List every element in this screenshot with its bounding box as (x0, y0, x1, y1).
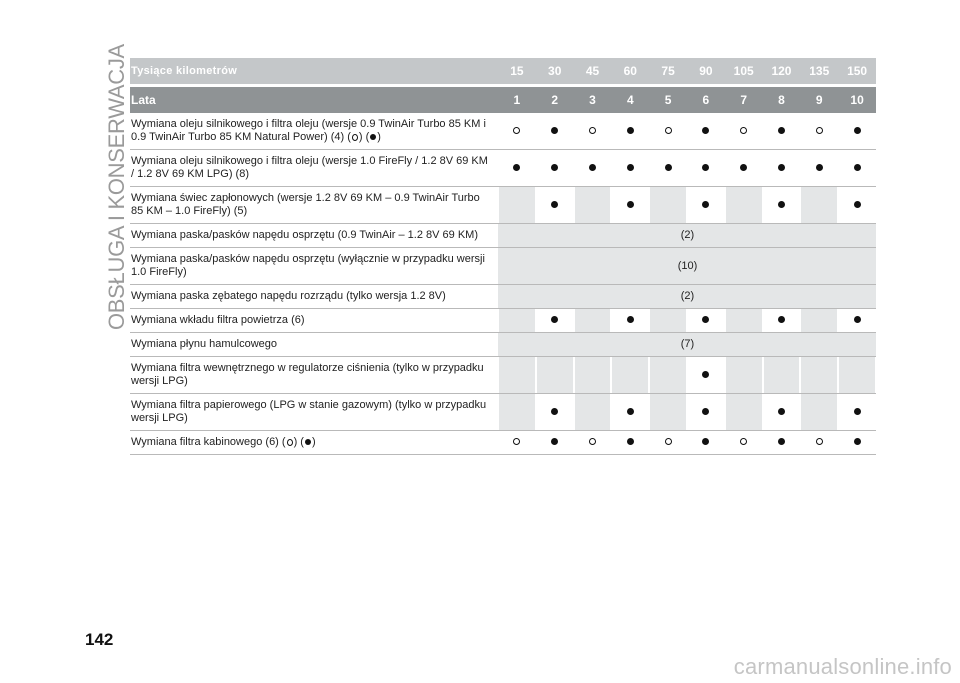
page-number: 142 (85, 630, 114, 649)
schedule-cell (800, 357, 838, 394)
header-km-cell: 60 (611, 58, 649, 87)
schedule-cell (800, 431, 838, 455)
header-year-cell: 9 (800, 87, 838, 113)
header-km-cell: 150 (838, 58, 876, 87)
legend-symbols: ( ) ( ) (281, 436, 316, 448)
schedule-cell (800, 113, 838, 150)
task-description (130, 150, 498, 187)
schedule-cell (611, 150, 649, 187)
schedule-cell (725, 394, 763, 431)
schedule-cell (725, 309, 763, 333)
schedule-cell (498, 309, 536, 333)
schedule-cell (536, 113, 574, 150)
schedule-cell (763, 431, 801, 455)
schedule-cell (763, 357, 801, 394)
hollow-circle-icon (740, 438, 747, 445)
task-text: Wymiana paska/pasków napędu osprzętu (wyłącznie w przypadku wersji 1.0 FireFly) (131, 253, 485, 278)
table-row (130, 431, 876, 455)
schedule-cell (763, 187, 801, 224)
task-description (130, 431, 498, 455)
filled-circle-icon (778, 408, 785, 415)
filled-circle-icon (854, 164, 861, 171)
filled-circle-icon (854, 438, 861, 445)
filled-circle-icon (854, 201, 861, 208)
schedule-cell (763, 309, 801, 333)
schedule-cell (800, 394, 838, 431)
schedule-cell (536, 357, 574, 394)
filled-circle-icon (702, 371, 709, 378)
watermark: carmanualsonline.info (733, 654, 952, 679)
task-text: Wymiana filtra papierowego (LPG w stanie gazowym) (tylko w przypadku wersji LPG) (131, 399, 487, 424)
schedule-cell (649, 113, 687, 150)
schedule-cell (574, 309, 612, 333)
filled-circle-icon (702, 127, 709, 134)
filled-circle-icon (665, 164, 672, 171)
table-row (130, 394, 876, 431)
table-row (130, 224, 876, 248)
filled-circle-icon (816, 164, 823, 171)
schedule-cell (574, 150, 612, 187)
header-km-cell: 105 (725, 58, 763, 87)
header-year-cell: 5 (649, 87, 687, 113)
task-description (130, 285, 498, 309)
filled-circle-icon (551, 164, 558, 171)
filled-circle-icon (740, 164, 747, 171)
header-km-cell: 75 (649, 58, 687, 87)
schedule-cell (649, 187, 687, 224)
header-km-cell: 45 (574, 58, 612, 87)
schedule-cell (536, 394, 574, 431)
hollow-circle-icon (513, 438, 520, 445)
filled-circle-icon (702, 164, 709, 171)
schedule-cell (763, 113, 801, 150)
schedule-cell (725, 187, 763, 224)
table-row (130, 248, 876, 285)
task-text: Wymiana filtra kabinowego (6) (131, 436, 282, 448)
schedule-cell (687, 150, 725, 187)
schedule-cell (725, 357, 763, 394)
schedule-cell (687, 357, 725, 394)
header-year-cell: 2 (536, 87, 574, 113)
filled-circle-icon (627, 316, 634, 323)
table-row (130, 150, 876, 187)
schedule-cell (838, 431, 876, 455)
schedule-cell (687, 309, 725, 333)
filled-circle-icon (551, 316, 558, 323)
filled-circle-icon (702, 438, 709, 445)
task-description (130, 333, 498, 357)
schedule-cell (574, 113, 612, 150)
filled-circle-icon (551, 438, 558, 445)
schedule-cell (649, 357, 687, 394)
filled-circle-icon (513, 164, 520, 171)
interval-note: (2) (498, 285, 876, 309)
schedule-cell (649, 309, 687, 333)
schedule-cell (838, 394, 876, 431)
filled-circle-icon (854, 408, 861, 415)
interval-note: (7) (498, 333, 876, 357)
schedule-cell (611, 431, 649, 455)
schedule-cell (611, 187, 649, 224)
schedule-cell (574, 187, 612, 224)
hollow-circle-icon (513, 127, 520, 134)
schedule-cell (649, 394, 687, 431)
filled-circle-icon (778, 201, 785, 208)
schedule-cell (838, 113, 876, 150)
hollow-circle-icon (287, 439, 293, 446)
schedule-cell (611, 309, 649, 333)
filled-circle-icon (702, 201, 709, 208)
header-row-kilometers (130, 58, 876, 87)
schedule-cell (611, 357, 649, 394)
header-year-cell: 4 (611, 87, 649, 113)
task-description (130, 309, 498, 333)
schedule-cell (763, 394, 801, 431)
header-year-label: Lata (130, 87, 498, 113)
schedule-cell (800, 150, 838, 187)
schedule-cell (687, 431, 725, 455)
filled-circle-icon (305, 439, 311, 445)
schedule-cell (649, 431, 687, 455)
table-row (130, 333, 876, 357)
schedule-cell (649, 150, 687, 187)
schedule-cell (574, 394, 612, 431)
interval-note: (2) (498, 224, 876, 248)
filled-circle-icon (778, 438, 785, 445)
schedule-cell (498, 431, 536, 455)
filled-circle-icon (589, 164, 596, 171)
filled-circle-icon (854, 316, 861, 323)
schedule-cell (725, 431, 763, 455)
schedule-cell (498, 113, 536, 150)
task-text: Wymiana oleju silnikowego i filtra oleju (wersje 0.9 TwinAir Turbo 85 KM i 0.9 TwinAir Turbo 85 KM Natural Power) (4) (131, 118, 486, 143)
task-text: Wymiana paska zębatego napędu rozrządu (tylko wersja 1.2 8V) (131, 290, 446, 302)
task-description (130, 187, 498, 224)
schedule-cell (725, 150, 763, 187)
task-text: Wymiana filtra wewnętrznego w regulatorze ciśnienia (tylko w przypadku wersji LPG) (131, 362, 484, 387)
schedule-cell (536, 187, 574, 224)
filled-circle-icon (370, 134, 376, 140)
task-description (130, 357, 498, 394)
schedule-cell (800, 187, 838, 224)
filled-circle-icon (702, 408, 709, 415)
task-text: Wymiana oleju silnikowego i filtra oleju (wersje 1.0 FireFly / 1.2 8V 69 KM / 1.2 8V 69 KM LPG) (8) (131, 155, 488, 180)
task-description (130, 248, 498, 285)
header-year-cell: 7 (725, 87, 763, 113)
schedule-cell (611, 113, 649, 150)
section-title-text: OBSŁUGA I KONSERWACJA (104, 44, 129, 330)
table-row (130, 357, 876, 394)
schedule-cell (763, 150, 801, 187)
schedule-cell (536, 309, 574, 333)
task-description (130, 224, 498, 248)
schedule-cell (498, 187, 536, 224)
filled-circle-icon (854, 127, 861, 134)
filled-circle-icon (627, 164, 634, 171)
schedule-cell (611, 394, 649, 431)
schedule-cell (536, 150, 574, 187)
hollow-circle-icon (589, 127, 596, 134)
table-row (130, 309, 876, 333)
task-text: Wymiana świec zapłonowych (wersje 1.2 8V 69 KM – 0.9 TwinAir Turbo 85 KM – 1.0 FireFly) (5) (131, 192, 480, 217)
filled-circle-icon (627, 438, 634, 445)
task-description (130, 394, 498, 431)
hollow-circle-icon (665, 127, 672, 134)
header-year-cell: 10 (838, 87, 876, 113)
task-text: Wymiana wkładu filtra powietrza (6) (131, 314, 305, 326)
schedule-cell (800, 309, 838, 333)
header-year-cell: 8 (763, 87, 801, 113)
filled-circle-icon (627, 127, 634, 134)
header-km-cell: 135 (800, 58, 838, 87)
filled-circle-icon (778, 127, 785, 134)
filled-circle-icon (627, 408, 634, 415)
hollow-circle-icon (352, 134, 358, 141)
schedule-cell (574, 431, 612, 455)
task-text: Wymiana paska/pasków napędu osprzętu (0.9 TwinAir – 1.2 8V 69 KM) (131, 229, 478, 241)
header-year-cell: 3 (574, 87, 612, 113)
filled-circle-icon (551, 408, 558, 415)
schedule-cell (687, 187, 725, 224)
header-km-cell: 120 (763, 58, 801, 87)
table-row (130, 285, 876, 309)
interval-note: (10) (498, 248, 876, 285)
header-km-cell: 90 (687, 58, 725, 87)
header-km-cell: 15 (498, 58, 536, 87)
table-row (130, 113, 876, 150)
schedule-cell (838, 309, 876, 333)
filled-circle-icon (778, 316, 785, 323)
schedule-cell (838, 150, 876, 187)
hollow-circle-icon (816, 438, 823, 445)
schedule-cell (725, 113, 763, 150)
schedule-cell (687, 394, 725, 431)
hollow-circle-icon (665, 438, 672, 445)
header-year-cell: 1 (498, 87, 536, 113)
hollow-circle-icon (816, 127, 823, 134)
filled-circle-icon (627, 201, 634, 208)
schedule-cell (838, 187, 876, 224)
schedule-cell (687, 113, 725, 150)
task-text: Wymiana płynu hamulcowego (131, 338, 278, 350)
schedule-cell (536, 431, 574, 455)
filled-circle-icon (778, 164, 785, 171)
filled-circle-icon (551, 127, 558, 134)
hollow-circle-icon (589, 438, 596, 445)
header-km-cell: 30 (536, 58, 574, 87)
header-year-cell: 6 (687, 87, 725, 113)
maintenance-schedule-table (130, 58, 876, 455)
legend-symbols: ( ) ( ) (347, 131, 381, 143)
hollow-circle-icon (740, 127, 747, 134)
header-km-label: Tysiące kilometrów (130, 58, 498, 87)
filled-circle-icon (702, 316, 709, 323)
task-description (130, 113, 498, 150)
schedule-cell (498, 150, 536, 187)
section-title (84, 44, 129, 332)
schedule-cell (498, 357, 536, 394)
table-row (130, 187, 876, 224)
schedule-cell (498, 394, 536, 431)
schedule-cell (838, 357, 876, 394)
schedule-cell (574, 357, 612, 394)
header-row-years (130, 87, 876, 113)
filled-circle-icon (551, 201, 558, 208)
schedule-body (130, 113, 876, 455)
